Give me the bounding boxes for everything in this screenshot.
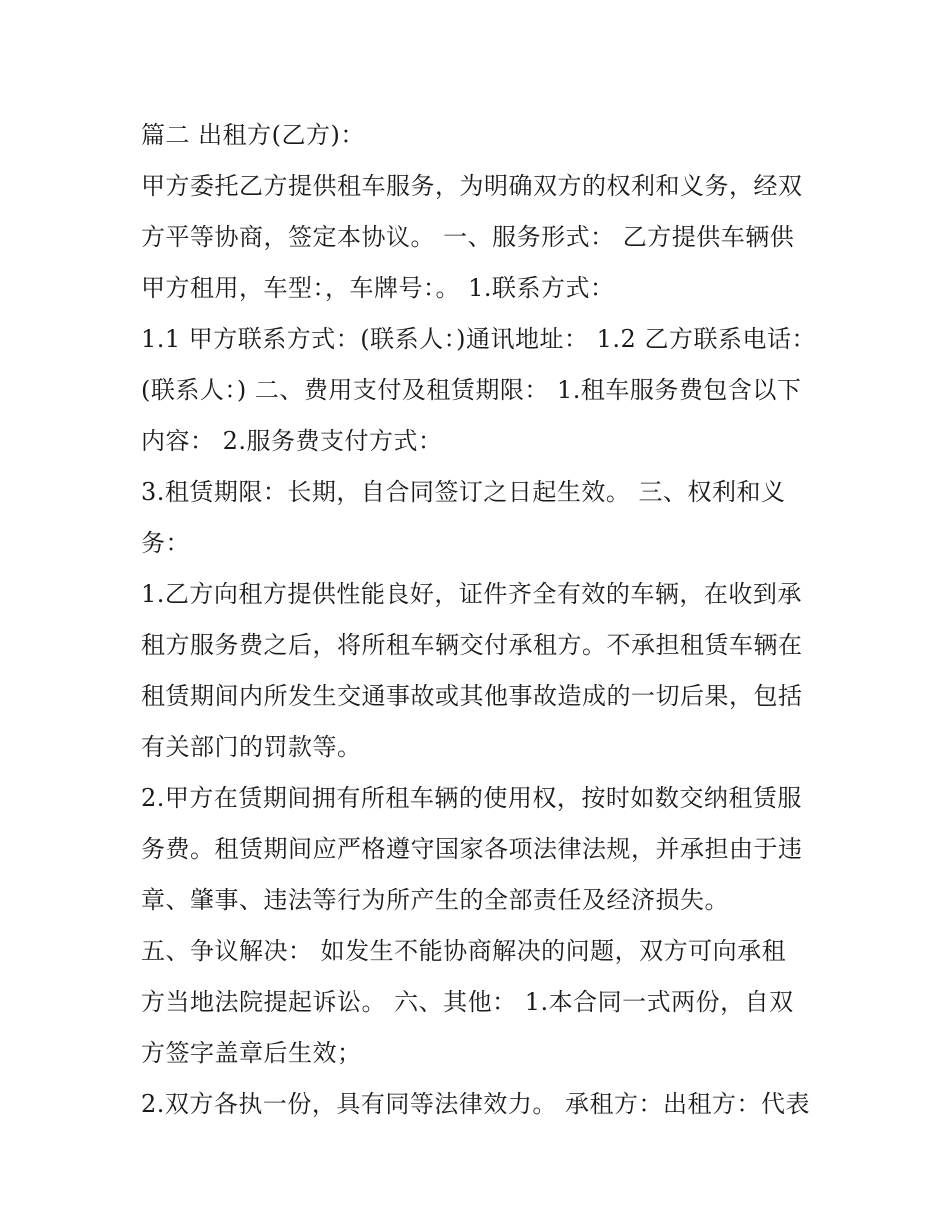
text-line: 方签字盖章后生效； bbox=[141, 1039, 362, 1067]
text-line: 方当地法院提起诉讼。 六、其他： 1.本合同一式两份，自双 bbox=[141, 988, 794, 1016]
text-line: 篇二 出租方(乙方)： bbox=[141, 121, 365, 149]
text-line: 甲方委托乙方提供租车服务，为明确双方的权利和义务，经双 bbox=[141, 172, 803, 200]
text-line: 五、争议解决： 如发生不能协商解决的问题，双方可向承租 bbox=[141, 937, 787, 965]
text-line: 方平等协商，签定本协议。 一、服务形式： 乙方提供车辆供 bbox=[141, 223, 795, 251]
text-line: 租赁期间内所发生交通事故或其他事故造成的一切后果，包括 bbox=[141, 682, 803, 710]
text-line: 租方服务费之后，将所租车辆交付承租方。不承担租赁车辆在 bbox=[141, 631, 803, 659]
document-body bbox=[141, 110, 821, 1130]
text-line: 1.乙方向租方提供性能良好，证件齐全有效的车辆，在收到承 bbox=[141, 580, 802, 608]
text-line: 2.甲方在赁期间拥有所租车辆的使用权，按时如数交纳租赁服 bbox=[141, 784, 802, 812]
text-line: 务： bbox=[141, 529, 190, 557]
text-line: (联系人：) 二、费用支付及租赁期限： 1.租车服务费包含以下 bbox=[141, 376, 802, 404]
text-line: 务费。租赁期间应严格遵守国家各项法律法规，并承担由于违 bbox=[141, 835, 803, 863]
text-line: 2.双方各执一份，具有同等法律效力。 承租方：出租方：代表 bbox=[141, 1090, 811, 1118]
text-line: 3.租赁期限：长期，自合同签订之日起生效。 三、权利和义 bbox=[141, 478, 786, 506]
text-line: 内容： 2.服务费支付方式： bbox=[141, 427, 443, 455]
text-line: 1.1 甲方联系方式：(联系人：)通讯地址： 1.2 乙方联系电话： bbox=[141, 325, 816, 353]
text-line: 有关部门的罚款等。 bbox=[141, 733, 362, 761]
text-line: 章、肇事、违法等行为所产生的全部责任及经济损失。 bbox=[141, 886, 729, 914]
text-line: 甲方租用，车型：，车牌号：。 1.联系方式： bbox=[141, 274, 615, 302]
